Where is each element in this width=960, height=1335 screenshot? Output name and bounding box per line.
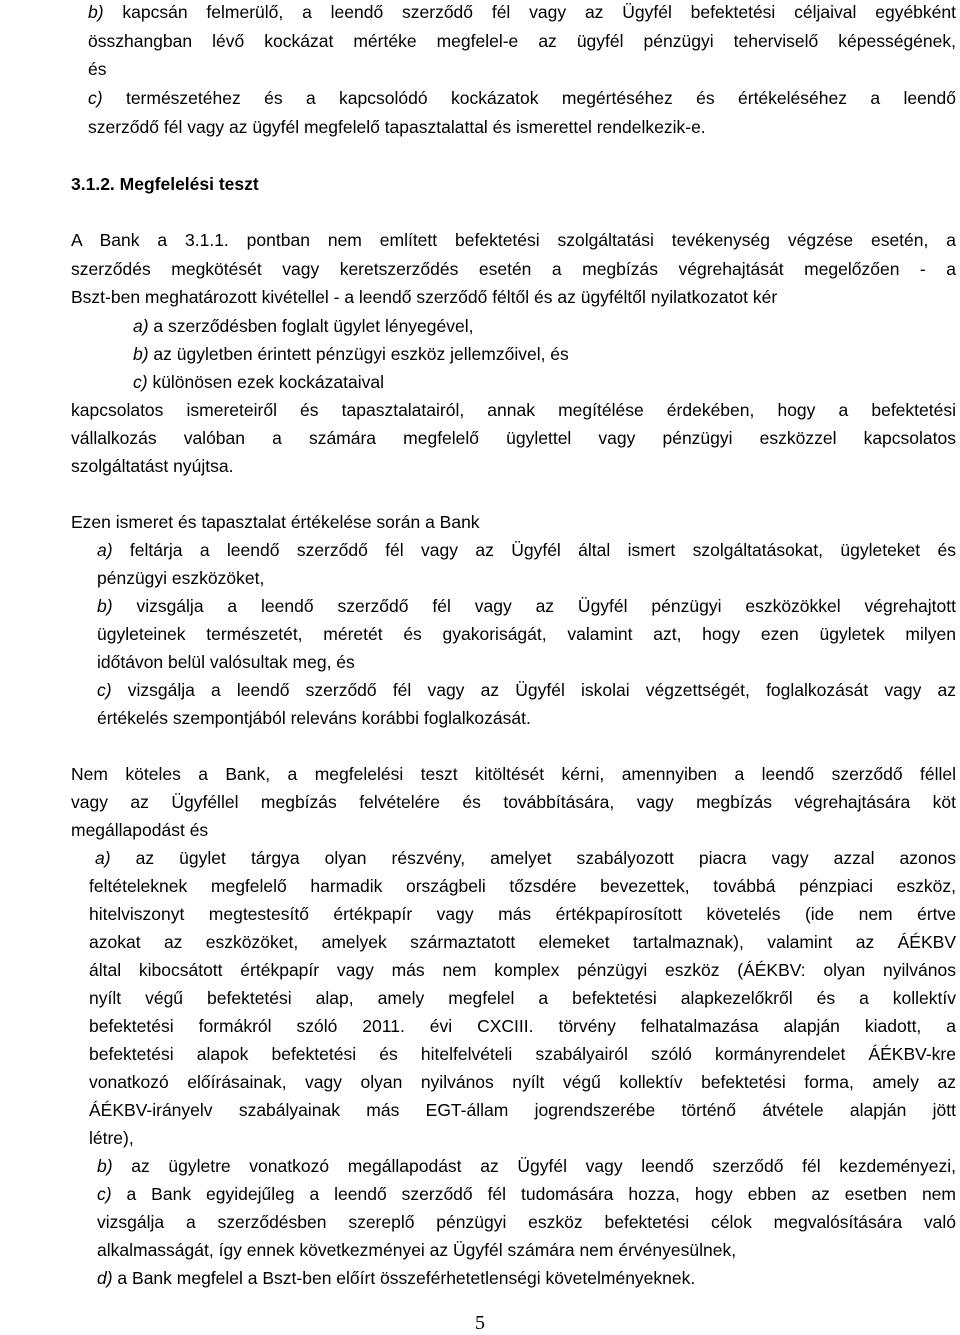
item-label: b) — [97, 1156, 113, 1176]
intro-line-1 — [88, 0, 956, 24]
list-item — [133, 314, 474, 338]
p2-b-line-3: időtávon belül valósultak meg, és — [97, 652, 355, 672]
p3-a-line-10: ÁÉKBV-irányelv szabályainak más EGT-állam jogrendszerébe történő átvétele alapján jött — [89, 1100, 956, 1120]
item-text: az ügylet tárgya olyan részvény, amelyet szabályozott piacra vagy azzal azonos — [110, 848, 956, 868]
p2-c-line-2: értékelés szempontjából releváns korábbi foglalkozását. — [97, 708, 531, 728]
item-text: az ügyletben érintett pénzügyi eszköz jellemzőivel, és — [148, 344, 569, 364]
p3-a-line-11: létre), — [89, 1128, 134, 1148]
intro-line-5: szerződő fél vagy az ügyfél megfelelő tapasztalattal és ismerettel rendelkezik-e. — [88, 117, 706, 137]
p1-line-2: szerződés megkötését vagy keretszerződés esetén a megbízás végrehajtását megelőzően - a — [71, 259, 956, 279]
item-label: c) — [97, 1184, 112, 1204]
item-label-b: b) — [88, 2, 104, 22]
page-number: 5 — [475, 1312, 485, 1334]
item-label: c) — [97, 680, 112, 700]
p3-a-line-7: befektetési formákról szóló 2011. évi CXCIII. törvény felhatalmazása alapján kiadott, a — [89, 1016, 956, 1036]
item-label: a) — [97, 540, 113, 560]
item-text: vizsgálja a leendő szerződő fél vagy az Ügyfél iskolai végzettségét, foglalkozását vagy az — [111, 680, 956, 700]
p3-a-line-6: nyílt végű befektetési alap, amely megfelel a befektetési alapkezelőkről és a kollektív — [89, 988, 956, 1008]
p3-a-line-3: hitelviszonyt megtestesítő értékpapír vagy más értékpapírosított követelés (ide nem értve — [89, 904, 956, 924]
intro-line-1-text: kapcsán felmerülő, a leendő szerződő fél vagy az Ügyfél befektetési céljaival egyébként — [103, 2, 956, 22]
item-label: b) — [133, 344, 149, 364]
intro-line-4 — [88, 86, 956, 110]
p1-tail-line-2: vállalkozás valóban a számára megfelelő ügylettel vagy pénzügyi eszközzel kapcsolatos — [71, 428, 956, 448]
p2-c-line-1 — [97, 678, 956, 702]
p3-a-line-4: azokat az eszközöket, amelyek származtatott elemeket tartalmaznak), valamint az ÁÉKBV — [89, 932, 956, 952]
p2-a-line-1 — [97, 538, 956, 562]
p2-intro: Ezen ismeret és tapasztalat értékelése során a Bank — [71, 512, 480, 532]
p1-tail-line-3: szolgáltatást nyújtsa. — [71, 456, 234, 476]
item-label: a) — [133, 316, 149, 336]
item-label: a) — [95, 848, 111, 868]
p1-line-3: Bszt-ben meghatározott kivétellel - a leendő szerződő féltől és az ügyféltől nyilatkozatot kér — [71, 287, 778, 307]
item-text: a Bank megfelel a Bszt-ben előírt összeférhetetlenségi követelményeknek. — [112, 1268, 696, 1288]
item-label: c) — [133, 372, 148, 392]
item-text: a szerződésben foglalt ügylet lényegével, — [148, 316, 474, 336]
p3-a-line-8: befektetési alapok befektetési és hitelfelvételi szabályairól szóló kormányrendelet ÁÉKBV-kre — [89, 1044, 956, 1064]
p3-line-1: Nem köteles a Bank, a megfelelési teszt kitöltését kérni, amennyiben a leendő szerződő féllel — [71, 764, 956, 784]
item-text: különösen ezek kockázataival — [147, 372, 384, 392]
p3-d-line-1 — [97, 1266, 695, 1290]
intro-line-2: összhangban lévő kockázat mértéke megfelel-e az ügyfél pénzügyi teherviselő képességének, — [88, 31, 956, 51]
p3-c-line-3: alkalmasságát, így ennek következményei az Ügyfél számára nem érvényesülnek, — [97, 1240, 737, 1260]
list-item — [133, 370, 384, 394]
p3-a-line-2: feltételeknek megfelelő harmadik országbeli tőzsdére bevezettek, továbbá pénzpiaci eszköz, — [89, 876, 956, 896]
p3-b-line-1 — [97, 1154, 956, 1178]
item-text: az ügyletre vonatkozó megállapodást az Ügyfél vagy leendő szerződő fél kezdeményezi, — [112, 1156, 956, 1176]
item-text: feltárja a leendő szerződő fél vagy az Ügyfél által ismert szolgáltatásokat, ügyleteket és — [112, 540, 956, 560]
p3-a-line-5: által kibocsátott értékpapír vagy más nem komplex pénzügyi eszköz (ÁÉKBV: olyan nyilvános — [89, 960, 956, 980]
p3-c-line-1 — [97, 1182, 956, 1206]
item-label: d) — [97, 1268, 113, 1288]
p3-c-line-2: vizsgálja a szerződésben szereplő pénzügyi eszköz befektetési célok megvalósítására való — [97, 1212, 956, 1232]
item-label: b) — [97, 596, 113, 616]
intro-line-3: és — [88, 59, 107, 79]
p2-b-line-1 — [97, 594, 956, 618]
item-label-c: c) — [88, 88, 103, 108]
p1-tail-line-1: kapcsolatos ismereteiről és tapasztalatairól, annak megítélése érdekében, hogy a befektetési — [71, 400, 956, 420]
p3-line-2: vagy az Ügyféllel megbízás felvételére és továbbítására, vagy megbízás végrehajtására köt — [71, 792, 956, 812]
p3-a-line-1 — [89, 846, 956, 870]
p3-line-3: megállapodást és — [71, 820, 209, 840]
p3-a-line-9: vonatkozó előírásainak, vagy olyan nyilvános nyílt végű kollektív befektetési forma, amely az — [89, 1072, 956, 1092]
p2-b-line-2: ügyleteinek természetét, méretét és gyakoriságát, valamint azt, hogy ezen ügyletek milyen — [97, 624, 956, 644]
item-text: vizsgálja a leendő szerződő fél vagy az Ügyfél pénzügyi eszközökkel végrehajtott — [112, 596, 956, 616]
section-heading: 3.1.2. Megfelelési teszt — [71, 174, 259, 194]
intro-line-4-text: természetéhez és a kapcsolódó kockázatok megértéséhez és értékeléséhez a leendő — [102, 88, 956, 108]
p2-a-line-2: pénzügyi eszközöket, — [97, 568, 265, 588]
p1-line-1: A Bank a 3.1.1. pontban nem említett befektetési szolgáltatási tevékenység végzése esetén, a — [71, 230, 956, 250]
list-item — [133, 342, 569, 366]
item-text: a Bank egyidejűleg a leendő szerződő fél tudomására hozza, hogy ebben az esetben nem — [111, 1184, 956, 1204]
